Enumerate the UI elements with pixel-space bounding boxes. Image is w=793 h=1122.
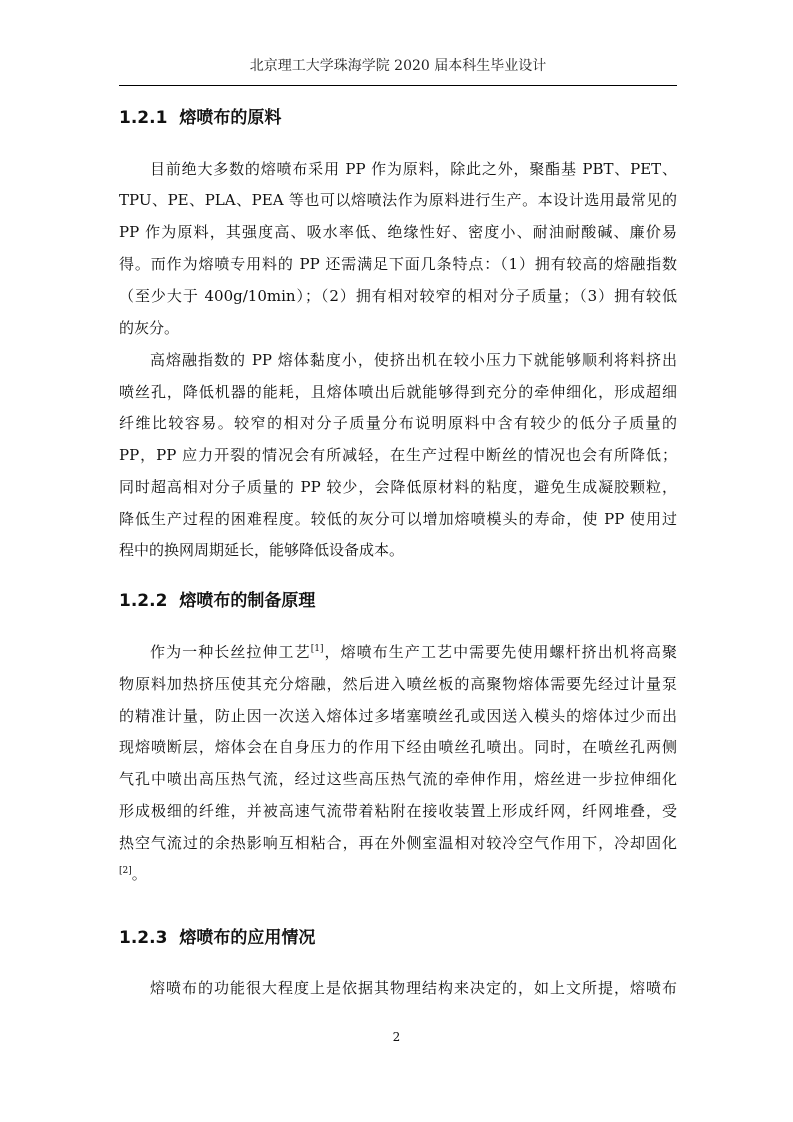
text-run: 。 [131,865,147,883]
page-number: 2 [392,1030,401,1044]
page-header: 北京理工大学珠海学院 2020 届本科生毕业设计 [249,58,547,74]
paragraph-line: 现熔喷断层，熔体会在自身压力的作用下经由喷丝孔喷出。同时，在喷丝孔两侧 [119,738,677,756]
paragraph-line: 形成极细的纤维，并被高速气流带着粘附在接收装置上形成纤网，纤网堆叠，受 [119,802,677,820]
text-run: ，熔喷布生产工艺中需要先使用螺杆挤出机将高聚 [323,643,677,661]
citation-ref: [1] [310,644,324,654]
header-rule [119,85,677,86]
paragraph-line: 降低生产过程的困难程度。较低的灰分可以增加熔喷模头的寿命，使 PP 使用过 [119,510,677,528]
citation-ref: [2] [119,866,132,876]
section-heading-1-2-3 [119,927,677,949]
paragraph-line: 纤维比较容易。较窄的相对分子质量分布说明原料中含有较少的低分子质量的 [119,414,677,432]
paragraph-line: 高熔融指数的 PP 熔体黏度小，使挤出机在较小压力下就能够顺利将料挤出 [150,351,677,369]
text-run: 作为一种长丝拉伸工艺 [150,643,311,661]
paragraph-line: 熔喷布的功能很大程度上是依据其物理结构来决定的，如上文所提，熔喷布 [150,979,677,997]
paragraph-line: PP 作为原料，其强度高、吸水率低、绝缘性好、密度小、耐油耐酸碱、廉价易 [119,223,677,241]
paragraph-line [150,642,677,662]
paragraph-line: TPU、PE、PLA、PEA 等也可以熔喷法作为原料进行生产。本设计选用最常见的 [119,191,677,209]
section-title: 熔喷布的应用情况 [179,928,316,948]
section-title: 熔喷布的制备原理 [179,591,316,611]
paragraph-line: （至少大于 400g/10min）；（2）拥有相对较窄的相对分子质量；（3）拥有较低 [119,287,677,305]
section-heading-1-2-2 [119,590,677,612]
section-number: 1.2.2 [119,591,168,611]
paragraph-line: 的灰分。 [119,319,180,337]
paragraph-line: 程中的换网周期延长，能够降低设备成本。 [119,541,405,559]
paragraph-line: PP，PP 应力开裂的情况会有所减轻，在生产过程中断丝的情况也会有所降低； [119,446,677,464]
paragraph-line [119,864,677,884]
section-number: 1.2.1 [119,108,168,128]
paragraph-line: 气孔中喷出高压热气流，经过这些高压热气流的牵伸作用，熔丝进一步拉伸细化 [119,770,677,788]
section-title: 熔喷布的原料 [179,108,282,128]
section-number: 1.2.3 [119,928,168,948]
paragraph-line: 同时超高相对分子质量的 PP 较少，会降低原材料的粘度，避免生成凝胶颗粒， [119,478,677,496]
paragraph-line: 物原料加热挤压使其充分熔融，然后进入喷丝板的高聚物熔体需要先经过计量泵 [119,675,677,693]
paragraph-line: 得。而作为熔喷专用料的 PP 还需满足下面几条特点：（1）拥有较高的熔融指数 [119,255,677,273]
paragraph-line: 目前绝大多数的熔喷布采用 PP 作为原料，除此之外，聚酯基 PBT、PET、 [150,160,677,178]
paragraph-line: 喷丝孔，降低机器的能耗，且熔体喷出后就能够得到充分的牵伸细化，形成超细 [119,383,677,401]
paragraph-line: 的精准计量，防止因一次送入熔体过多堵塞喷丝孔或因送入模头的熔体过少而出 [119,707,677,725]
section-heading-1-2-1 [119,107,677,129]
paragraph-line: 热空气流过的余热影响互相粘合，再在外侧室温相对较冷空气作用下，冷却固化 [119,834,677,852]
